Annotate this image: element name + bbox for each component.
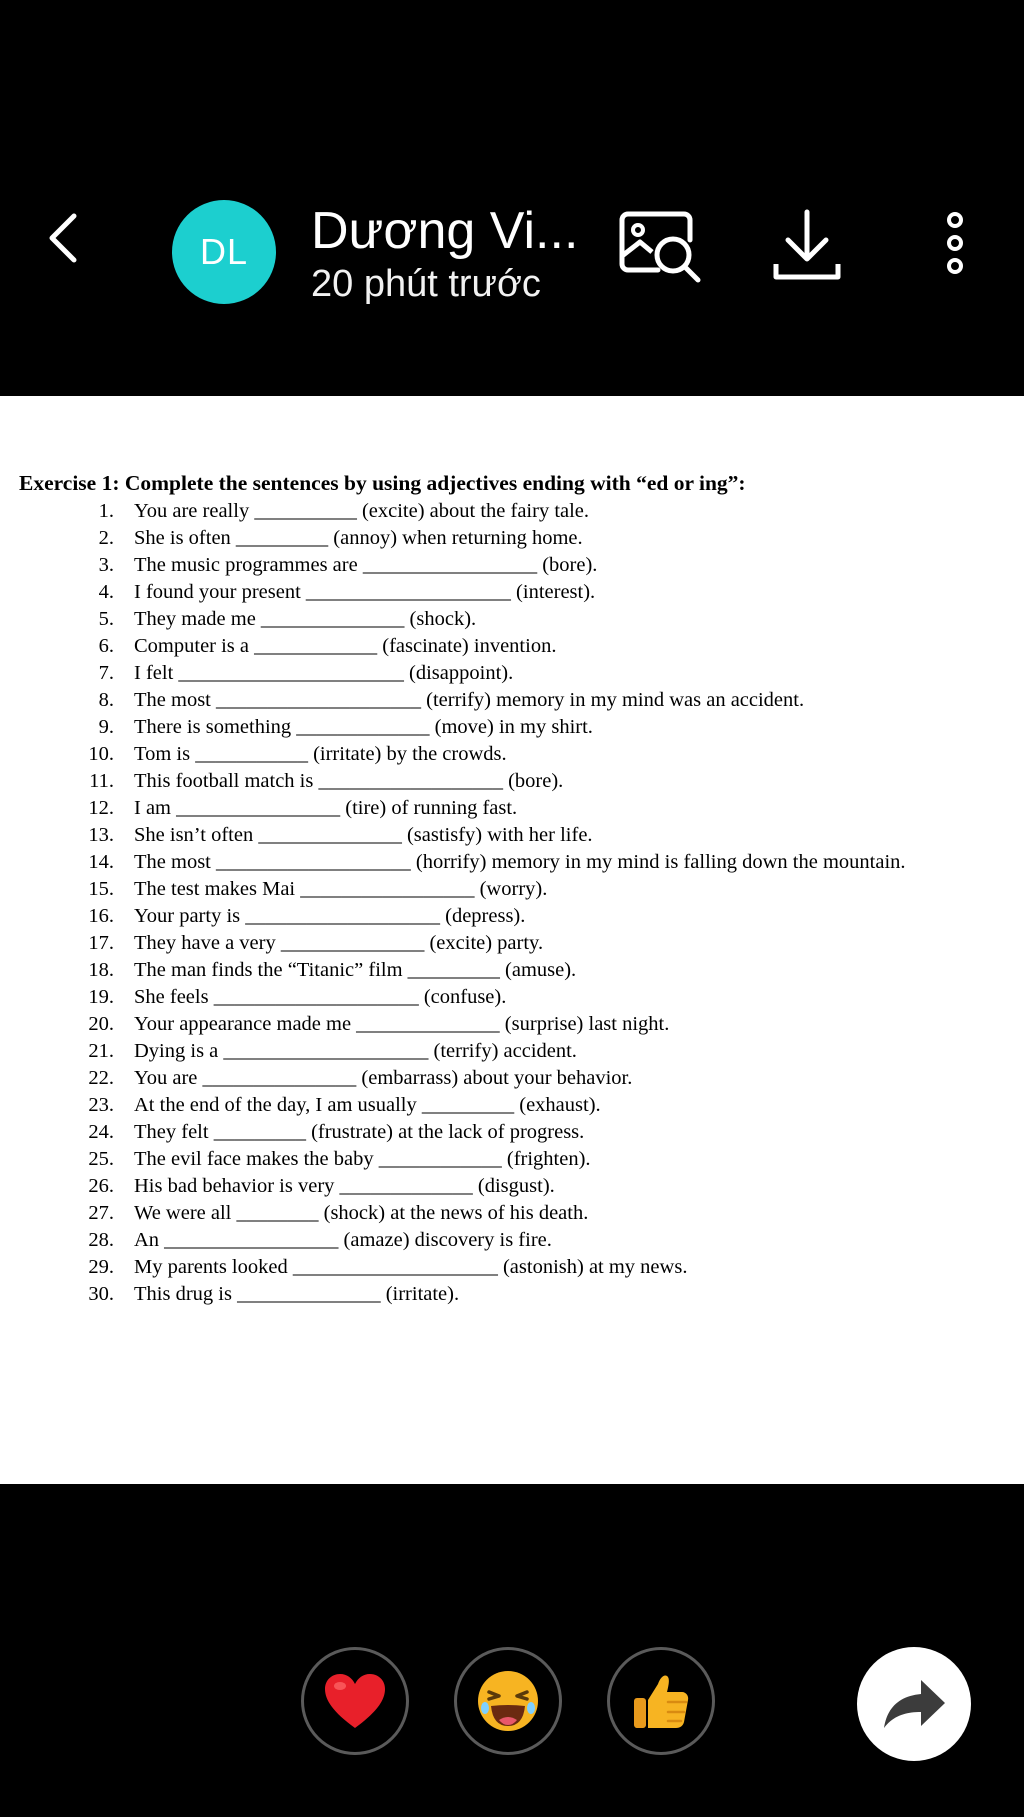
exercise-item-text: They have a very ______________ (excite) party. (134, 932, 544, 954)
laughing-face-icon (475, 1668, 541, 1734)
image-viewer[interactable] (0, 396, 1024, 1484)
exercise-item-text: I felt ______________________ (disappoint). (134, 662, 514, 684)
exercise-item-number: 21. (88, 1040, 114, 1062)
exercise-item (0, 606, 1024, 633)
image-search-button[interactable] (618, 210, 702, 284)
reaction-heart-button[interactable] (301, 1647, 409, 1755)
exercise-item-text: I am ________________ (tire) of running fast. (134, 797, 518, 819)
exercise-item-number: 15. (88, 878, 114, 900)
exercise-item (0, 714, 1024, 741)
exercise-item (0, 984, 1024, 1011)
image-search-icon (618, 210, 702, 284)
exercise-item-text: Tom is ___________ (irritate) by the crowds. (134, 743, 507, 765)
exercise-item-text: She is often _________ (annoy) when returning home. (134, 527, 583, 549)
exercise-item-text: We were all ________ (shock) at the news of his death. (134, 1202, 589, 1224)
exercise-item-text: They felt _________ (frustrate) at the lack of progress. (134, 1121, 585, 1143)
exercise-item (0, 930, 1024, 957)
thumbs-up-icon (630, 1670, 692, 1732)
exercise-item-text: The most ____________________ (terrify) memory in my mind was an accident. (134, 689, 805, 711)
exercise-item (0, 1146, 1024, 1173)
exercise-item-text: Computer is a ____________ (fascinate) invention. (134, 635, 557, 657)
exercise-item-text: She feels ____________________ (confuse). (134, 986, 507, 1008)
exercise-item (0, 741, 1024, 768)
message-time: 20 phút trước (311, 263, 541, 305)
reaction-like-button[interactable] (607, 1647, 715, 1755)
share-arrow-icon (881, 1676, 947, 1732)
exercise-item-number: 3. (98, 554, 114, 576)
exercise-item-text: His bad behavior is very _____________ (disgust). (134, 1175, 555, 1197)
exercise-list (0, 498, 1024, 1308)
exercise-item-number: 25. (88, 1148, 114, 1170)
exercise-item-number: 13. (88, 824, 114, 846)
exercise-title: Exercise 1: Complete the sentences by using adjectives ending with “ed or ing”: (19, 471, 746, 495)
exercise-item (0, 876, 1024, 903)
exercise-item-number: 4. (98, 581, 114, 603)
exercise-item-text: There is something _____________ (move) in my shirt. (134, 716, 593, 738)
exercise-item (0, 849, 1024, 876)
exercise-item (0, 1119, 1024, 1146)
exercise-item-number: 14. (88, 851, 114, 873)
exercise-item (0, 822, 1024, 849)
exercise-item (0, 1092, 1024, 1119)
exercise-item (0, 498, 1024, 525)
download-button[interactable] (772, 208, 842, 282)
exercise-item-text: Your appearance made me ______________ (surprise) last night. (134, 1013, 670, 1035)
exercise-item-number: 30. (88, 1283, 114, 1305)
back-button[interactable] (38, 208, 88, 268)
exercise-item-text: You are _______________ (embarrass) about your behavior. (134, 1067, 633, 1089)
exercise-item-text: They made me ______________ (shock). (134, 608, 477, 630)
exercise-item-number: 18. (88, 959, 114, 981)
share-button[interactable] (857, 1647, 971, 1761)
exercise-item-number: 20. (88, 1013, 114, 1035)
exercise-item-number: 11. (89, 770, 114, 792)
exercise-item-text: You are really __________ (excite) about the fairy tale. (134, 500, 590, 522)
exercise-item-number: 7. (98, 662, 114, 684)
exercise-item-number: 27. (88, 1202, 114, 1224)
download-icon (772, 208, 842, 282)
viewer-header (0, 0, 1024, 396)
more-options-button[interactable] (940, 210, 970, 276)
exercise-item-number: 19. (88, 986, 114, 1008)
exercise-item-number: 8. (98, 689, 114, 711)
exercise-item-number: 6. (98, 635, 114, 657)
exercise-item-number: 1. (98, 500, 114, 522)
exercise-item (0, 687, 1024, 714)
exercise-item (0, 957, 1024, 984)
exercise-item-text: An _________________ (amaze) discovery is fire. (134, 1229, 552, 1251)
exercise-item (0, 1200, 1024, 1227)
exercise-item (0, 1227, 1024, 1254)
exercise-item-number: 9. (98, 716, 114, 738)
exercise-item-text: The most ___________________ (horrify) memory in my mind is falling down the mountain. (134, 851, 906, 873)
exercise-item-number: 24. (88, 1121, 114, 1143)
exercise-item-text: This drug is ______________ (irritate). (134, 1283, 460, 1305)
exercise-item (0, 1281, 1024, 1308)
exercise-item-number: 29. (88, 1256, 114, 1278)
exercise-item (0, 903, 1024, 930)
exercise-item (0, 552, 1024, 579)
exercise-item (0, 525, 1024, 552)
exercise-item-number: 23. (88, 1094, 114, 1116)
exercise-item-text: The test makes Mai _________________ (worry). (134, 878, 548, 900)
avatar-initials: DL (199, 231, 249, 272)
exercise-item-number: 26. (88, 1175, 114, 1197)
reaction-haha-button[interactable] (454, 1647, 562, 1755)
exercise-item (0, 1038, 1024, 1065)
exercise-item-number: 12. (88, 797, 114, 819)
exercise-item-text: This football match is __________________ (bore). (134, 770, 564, 792)
exercise-item-number: 10. (88, 743, 114, 765)
heart-icon (323, 1672, 387, 1730)
exercise-item-text: The evil face makes the baby ____________ (frighten). (134, 1148, 591, 1170)
exercise-item-number: 2. (98, 527, 114, 549)
exercise-item-number: 5. (98, 608, 114, 630)
avatar[interactable] (172, 200, 276, 304)
exercise-item (0, 1011, 1024, 1038)
exercise-item (0, 633, 1024, 660)
back-arrow-icon (38, 208, 88, 268)
exercise-item-number: 16. (88, 905, 114, 927)
exercise-item-text: The man finds the “Titanic” film _________ (amuse). (134, 959, 577, 981)
exercise-item (0, 1065, 1024, 1092)
exercise-item (0, 795, 1024, 822)
exercise-item (0, 1173, 1024, 1200)
more-vertical-icon (940, 210, 970, 276)
exercise-item-text: I found your present ____________________ (interest). (134, 581, 596, 603)
exercise-item-number: 17. (88, 932, 114, 954)
exercise-item-text: At the end of the day, I am usually _________ (exhaust). (134, 1094, 601, 1116)
exercise-item (0, 768, 1024, 795)
exercise-item-number: 22. (88, 1067, 114, 1089)
exercise-item-text: Your party is ___________________ (depress). (134, 905, 526, 927)
exercise-item (0, 579, 1024, 606)
sender-name: Dương Vi... (311, 202, 579, 260)
exercise-item-number: 28. (88, 1229, 114, 1251)
worksheet-document (0, 396, 1024, 1484)
exercise-item (0, 660, 1024, 687)
exercise-item-text: She isn’t often ______________ (sastisfy) with her life. (134, 824, 593, 846)
exercise-item-text: The music programmes are _________________ (bore). (134, 554, 598, 576)
exercise-item-text: My parents looked ____________________ (astonish) at my news. (134, 1256, 688, 1278)
exercise-item (0, 1254, 1024, 1281)
exercise-item-text: Dying is a ____________________ (terrify) accident. (134, 1040, 577, 1062)
